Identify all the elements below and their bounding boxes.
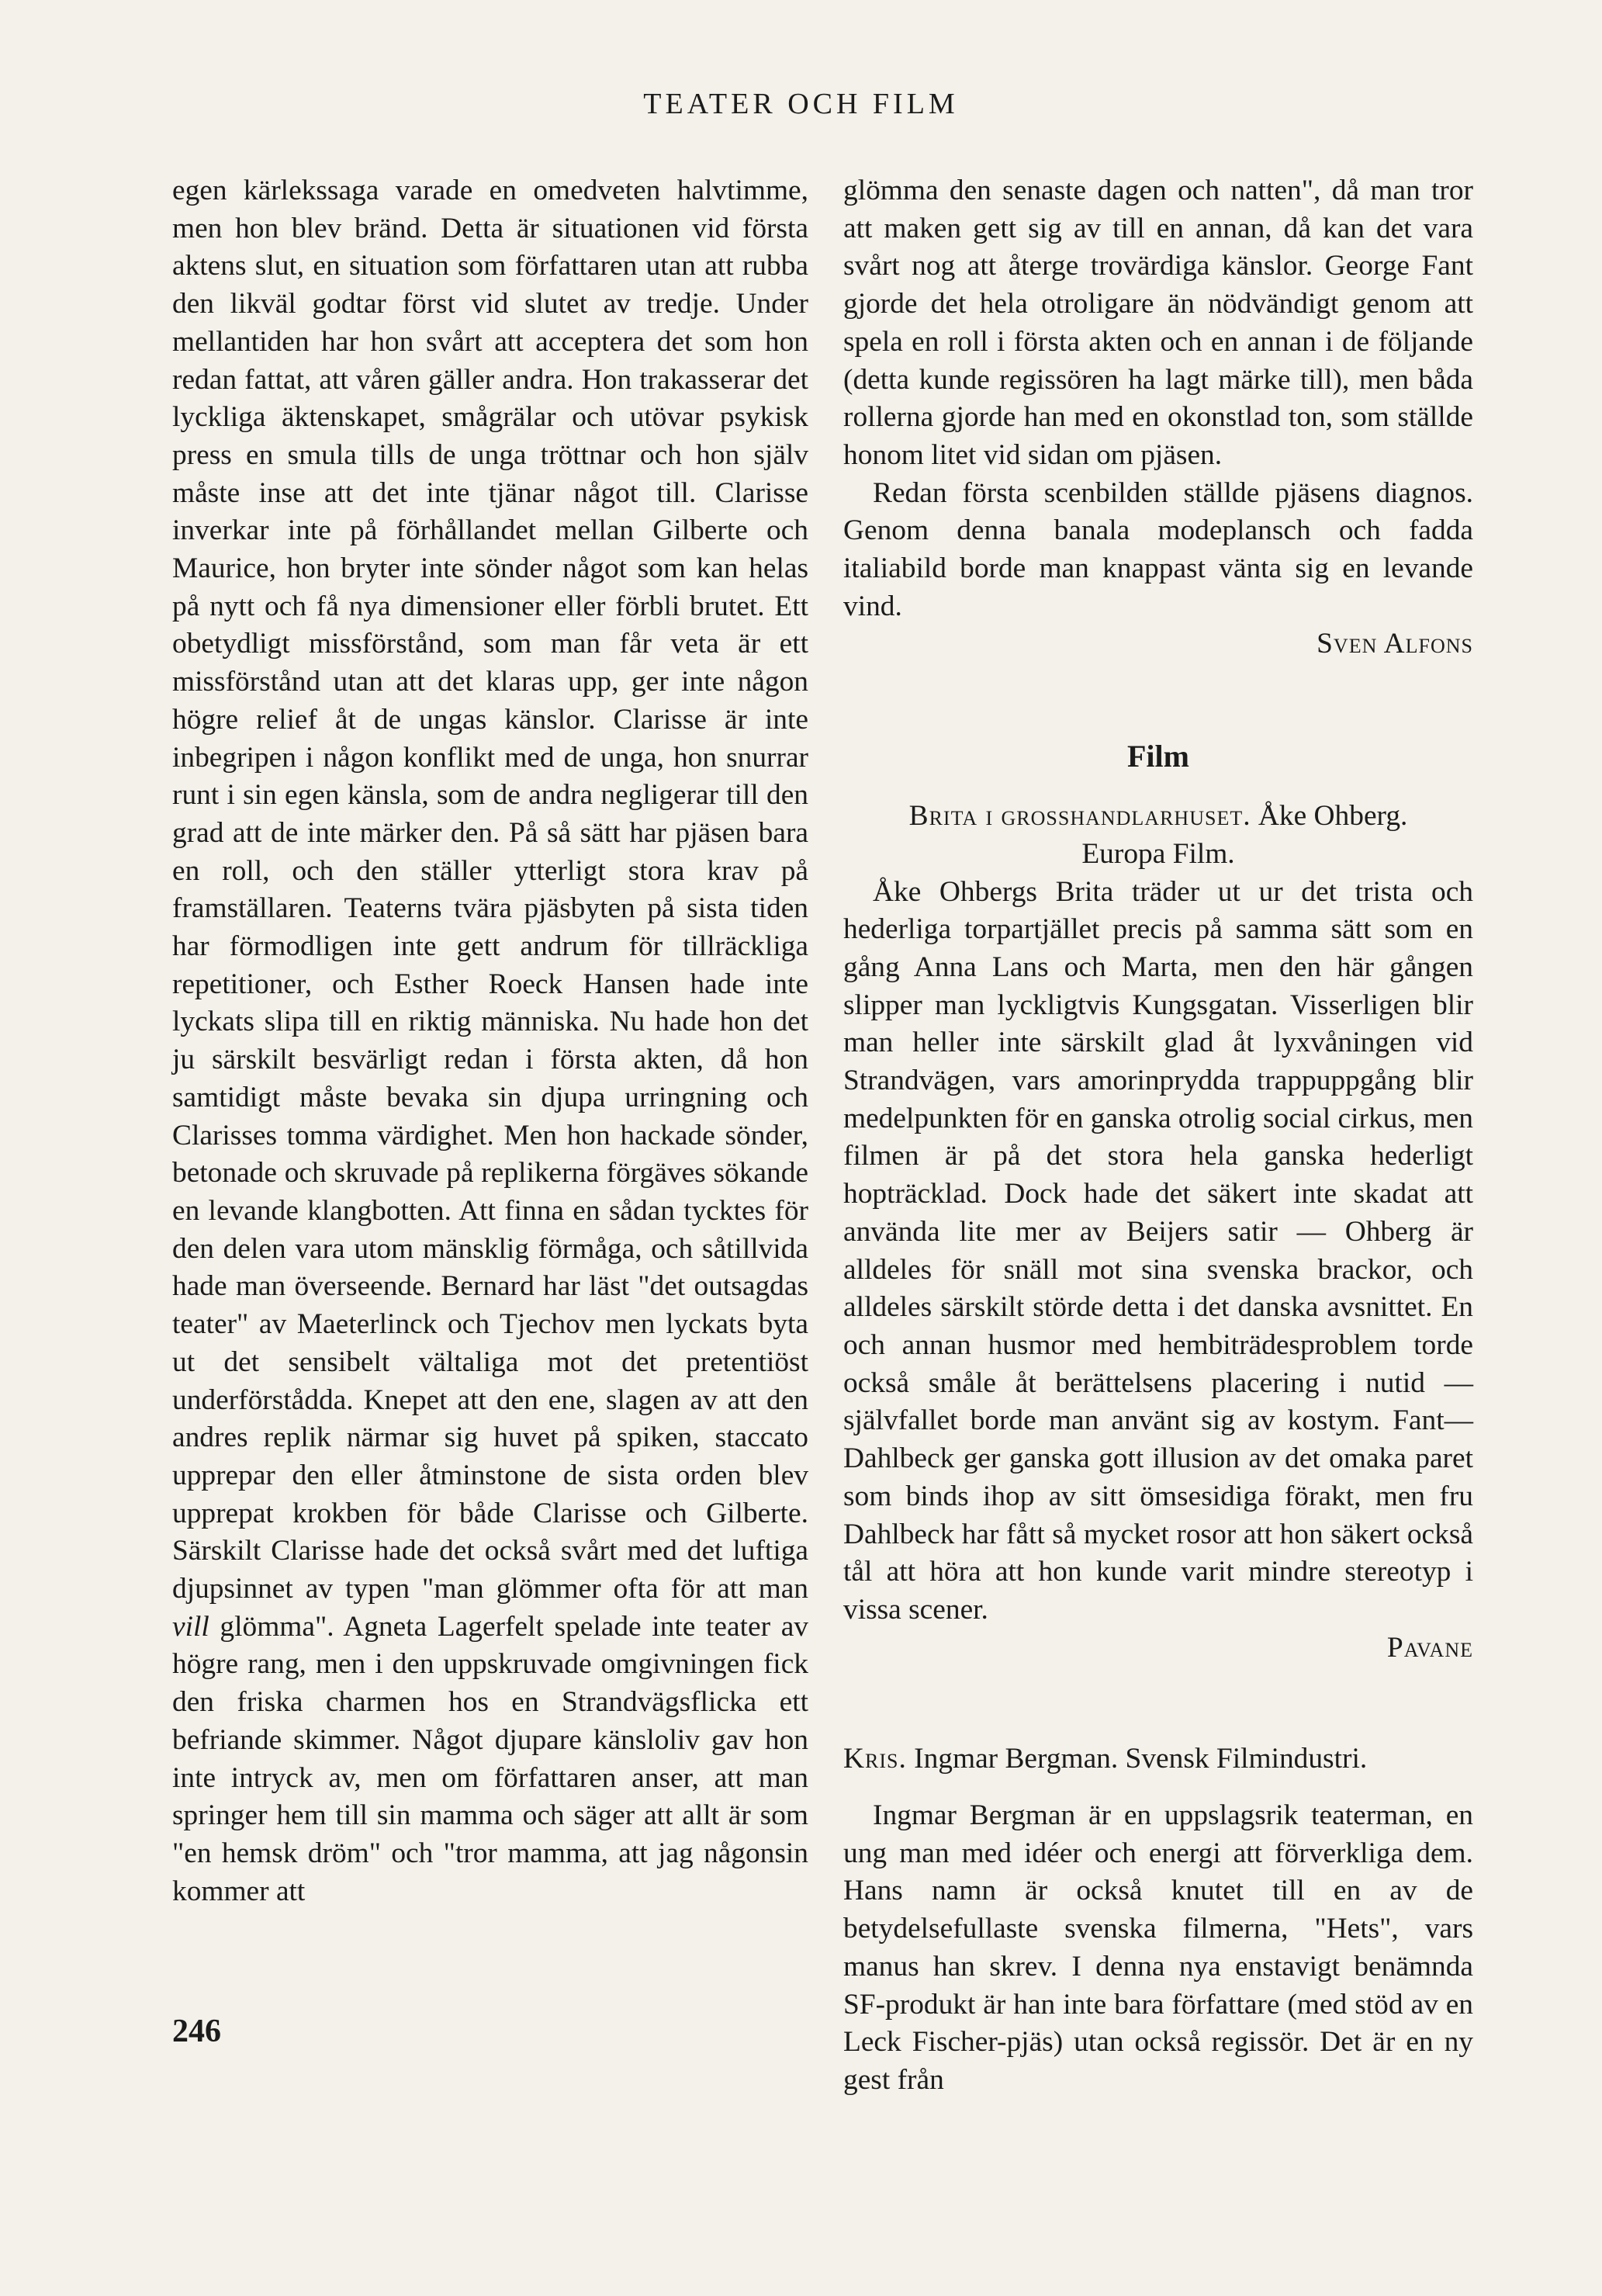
page-number: 246 — [172, 2014, 221, 2049]
left-column-text: egen kärlekssaga varade en omedveten halvtimme, men hon blev bränd. Detta är situationen vid första aktens slut, en situation som författaren utan att rubba den likväl godtar först vid slutet av tredje. Under mellantiden har hon svårt att acceptera det som hon redan fattat, att våren gäller andra. Hon trakasserar det lyckliga äktenskapet, smågrälar och utövar psykisk press en smula tills de unga tröttnar och hon själv måste inse att det inte tjänar något till. Clarisse inverkar inte på förhållandet mellan Gilberte och Maurice, hon bryter inte sönder något som kan helas på nytt och få nya dimensioner eller förbli brutet. Ett obetydligt missförstånd, som man får veta är ett missförstånd utan att det klaras upp, ger inte någon högre relief åt de ungas känslor. Clarisse är inte inbegripen i någon konflikt med de unga, hon snurrar runt i sin egen känsla, som de andra negligerar till den grad att de inte märker den. På så sätt har pjäsen bara en roll, och den ställer ytterligt stora krav på framställaren. Teaterns tvära pjäsbyten på sista tiden har förmodligen inte gett andrum för tillräckliga repetitioner, och Esther Roeck Hansen hade inte lyckats slipa till en riktig människa. Nu hade hon det ju särskilt besvärligt redan i första akten, då hon samtidigt måste bevaka sin djupa urringning och Clarisses tomma värdighet. Men hon hackade sönder, betonade och skruvade på replikerna förgäves sökande en levande klangbotten. Att finna en sådan tycktes för den delen vara utom mänsklig förmåga, och såtillvida hade man överseende. Bernard har läst "det outsagdas teater" av Maeterlinck och Tjechov men lyckats byta ut det sensibelt vältaliga mot det pretentiöst underförstådda. Knepet att den ene, slagen av att den andres replik närmar sig huvet på spiken, staccato upprepar den eller åtminstone de sista orden blev upprepat krokben för både Clarisse och Gilberte. Särskilt Clarisse hade det också svårt med det luftiga djupsinnet av typen "man glömmer ofta för att man vill glömma". Agneta Lagerfelt spelade inte teater av högre rang, men i den uppskruvade omgivningen fick den friska charmen hos en Strandvägsflicka ett befriande skimmer. Något djupare känsloliv gav hon inte intryck av, men om författaren anser, att man springer hem till sin mamma och säger att allt är som "en hemsk dröm" och "tror mamma, att jag någonsin kommer att — [172, 175, 808, 1907]
film-review-2-credit: Ingmar Bergman. Svensk Filmindustri. — [906, 1743, 1368, 1775]
film-review-1-signature: Pavane — [1386, 1631, 1473, 1664]
theater-review-signature: Sven Alfons — [1317, 628, 1473, 660]
film-review-2-heading — [843, 1740, 1473, 1778]
spacer — [843, 1667, 1473, 1740]
left-column — [172, 172, 808, 1910]
running-header: TEATER OCH FILM — [643, 88, 959, 120]
theater-review-closing: Redan första scenbilden ställde pjäsens diagnos. Genom denna banala modeplansch och fadda italiabild borde man knappast vänta sig en levande vind. Sven Alfons — [843, 475, 1473, 664]
film-review-1-studio: Europa Film. — [1081, 837, 1235, 870]
film-review-1-body: Åke Ohbergs Brita träder ut ur det trista och hederliga torpartjället precis på samma sätt som en gång Anna Lans och Marta, men den här gången slipper man lyckligtvis Kungsgatan. Visserligen blir man heller inte särskilt glad åt lyxvåningen vid Strandvägen, vars amorinprydda trappuppgång blir medelpunkten för en ganska otrolig social cirkus, men filmen är på det stora hela ganska hederligt hopträcklad. Dock hade det säkert inte skadat att använda lite mer av Beijers satir — Ohberg är alldeles för snäll mot sina svenska brackor, och alldeles särskilt störde detta i det danska avsnittet. En och annan husmor med hembiträdesproblem torde också småle åt berättelsens placering i nutid — självfallet borde man använt sig av kostym. Fant—Dahlbeck ger ganska gott illusion av det omaka paret som binds ihop av sitt ömsesidiga förakt, men fru Dahlbeck har fått så mycket rosor att hon säkert också tål att höra att hon kunde varit mindre stereotyp i vissa scener. Pavane — [843, 874, 1473, 1667]
film-review-2-title: Kris. — [843, 1743, 907, 1775]
film-review-1-credit: Åke Ohberg. — [1251, 800, 1408, 833]
film-review-1-title: Brita i grosshandlarhuset. — [908, 800, 1251, 833]
right-column — [843, 172, 1473, 2100]
theater-review-continuation: glömma den senaste dagen och natten", då man tror att maken gett sig av till en annan, då kan det vara svårt nog att återge trovärdiga känslor. George Fant gjorde det hela otroligare än nödvändigt genom att spela en roll i första akten och en annan i de följande (detta kunde regissören ha lagt märke till), men båda rollerna gjorde han med en okonstlad ton, som ställde honom litet vid sidan om pjäsen. — [843, 175, 1473, 471]
section-heading-film: Film — [1127, 739, 1189, 774]
film-review-2-body: Ingmar Bergman är en uppslagsrik teaterman, en ung man med idéer och energi att förverkliga dem. Hans namn är också knutet till en av de betydelsefullaste svenska filmerna, "Hets", vars manus han skrev. I denna nya enstavigt benämnda SF-produkt är han inte bara författare (med stöd av en Leck Fischer-pjäs) utan också regissör. Det är en ny gest från — [843, 1799, 1473, 2096]
emphasis-word: vill — [172, 1610, 209, 1643]
film-review-1-heading — [843, 798, 1473, 873]
